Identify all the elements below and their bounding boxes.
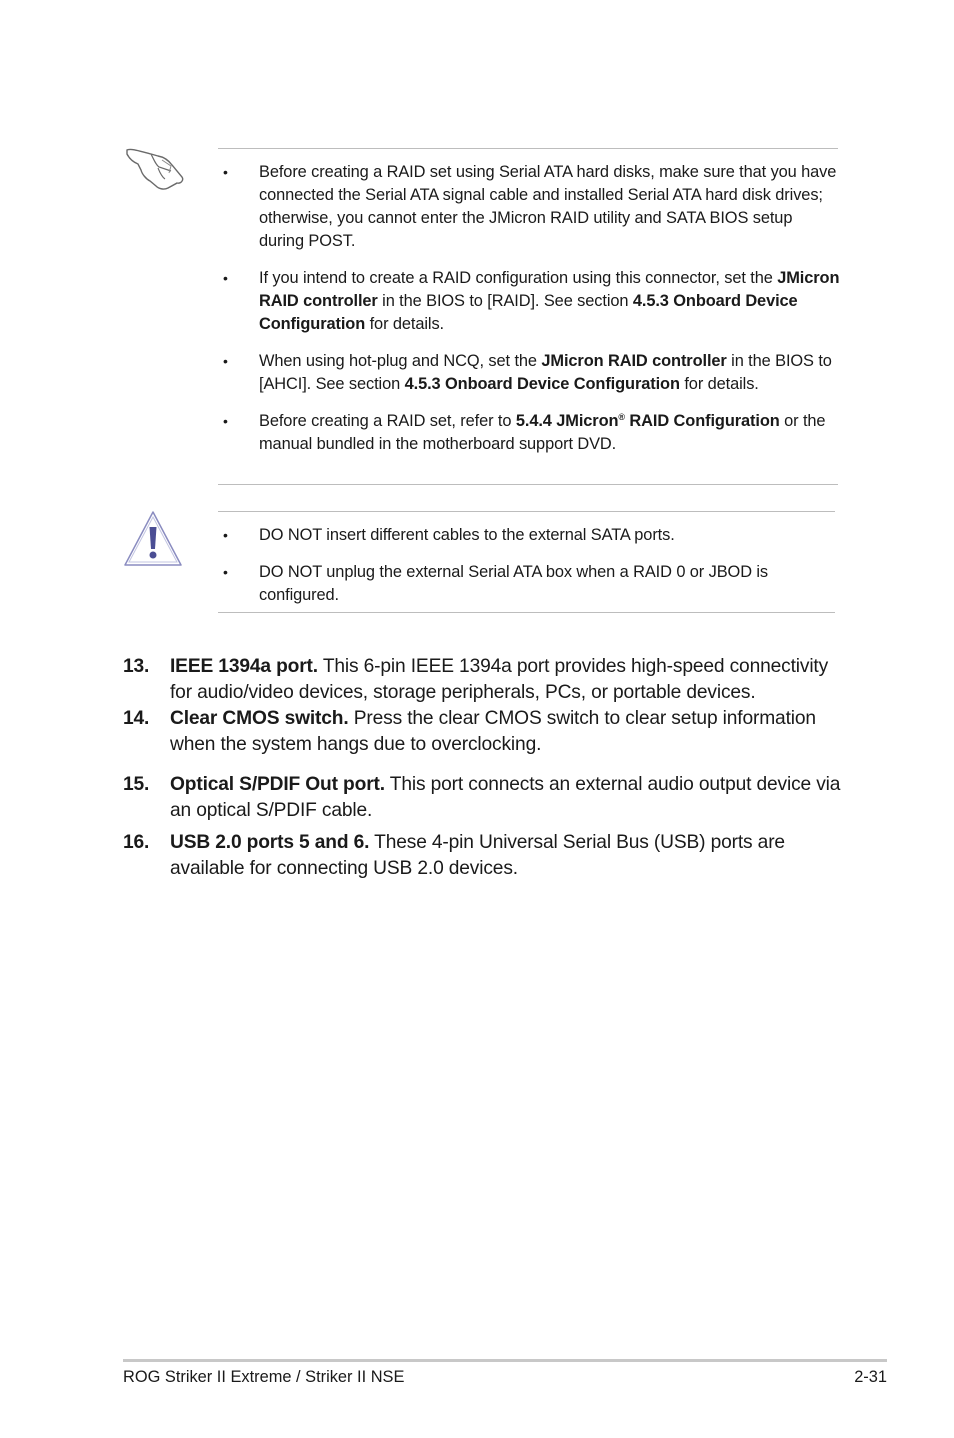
bullet-marker: • — [223, 353, 228, 369]
item-number: 14. — [123, 708, 150, 729]
footer-divider — [123, 1359, 887, 1362]
item-optical-spdif-port — [123, 772, 843, 824]
item-heading: IEEE 1394a port. — [170, 656, 318, 677]
item-text: This 6-pin IEEE 1394a port provides high-speed connectivity for audio/video devices, storage peripherals, PCs, or portable devices. — [170, 656, 829, 703]
bullet-marker: • — [223, 164, 228, 180]
bullet-marker: • — [223, 413, 228, 429]
bold-text: 4.5.3 Onboard Device Configuration — [404, 375, 680, 393]
item-clear-cmos-switch — [123, 706, 843, 758]
text-run: in the BIOS to [AHCI]. See section — [259, 352, 832, 393]
bold-text: JMicron RAID controller — [259, 269, 840, 310]
note-box-raid — [218, 148, 838, 485]
bullet-item — [218, 267, 840, 336]
bold-text: 4.5.3 Onboard Device Configuration — [259, 292, 798, 333]
item-heading: Optical S/PDIF Out port. — [170, 774, 385, 795]
item-usb-ports — [123, 830, 843, 882]
page-number: 2-31 — [854, 1368, 887, 1386]
footer-title: ROG Striker II Extreme / Striker II NSE — [123, 1368, 405, 1386]
text-run: If you intend to create a RAID configuration using this connector, set the — [259, 269, 778, 287]
bold-text: 5.4.4 JMicron — [515, 412, 619, 430]
text-run: When using hot-plug and NCQ, set the — [259, 352, 542, 370]
text-run: for details. — [365, 315, 445, 333]
text-run: Before creating a RAID set using Serial ATA hard disks, make sure that you have connected the Serial ATA signal cable and installed Serial ATA hard disk drives; otherwise, you cannot enter the JMicron RAID utility and SATA BIOS setup during POST. — [259, 163, 837, 250]
caution-list — [218, 524, 840, 621]
port-descriptions — [123, 654, 843, 882]
bullet-item — [218, 350, 840, 396]
bullet-item — [218, 161, 840, 253]
item-text: This port connects an external audio output device via an optical S/PDIF cable. — [170, 774, 841, 821]
item-heading: USB 2.0 ports 5 and 6. — [170, 832, 370, 853]
caution-box-sata — [218, 511, 835, 613]
item-number: 13. — [123, 656, 150, 677]
item-ieee-1394a-port — [123, 654, 843, 706]
text-run: or the manual bundled in the motherboard support DVD. — [259, 412, 826, 453]
bold-text: RAID Configuration — [624, 412, 780, 430]
bullet-item — [218, 561, 840, 607]
note-list — [218, 161, 840, 470]
caution-icon — [123, 509, 183, 569]
item-text: Press the clear CMOS switch to clear setup information when the system hangs due to overclocking. — [170, 708, 816, 755]
bullet-item — [218, 524, 840, 547]
bullet-marker: • — [223, 270, 228, 286]
bullet-marker: • — [223, 564, 228, 580]
item-number: 15. — [123, 774, 150, 795]
bullet-item — [218, 410, 840, 456]
text-run: DO NOT insert different cables to the external SATA ports. — [259, 526, 675, 544]
bullet-marker: • — [223, 527, 228, 543]
bold-text: JMicron RAID controller — [541, 352, 727, 370]
item-number: 16. — [123, 832, 150, 853]
text-run: DO NOT unplug the external Serial ATA box when a RAID 0 or JBOD is configured. — [259, 563, 769, 604]
pointing-hand-icon — [124, 144, 186, 192]
text-run: Before creating a RAID set, refer to — [259, 412, 516, 430]
item-text: These 4-pin Universal Serial Bus (USB) ports are available for connecting USB 2.0 devices. — [170, 832, 785, 879]
item-heading: Clear CMOS switch. — [170, 708, 349, 729]
text-run: in the BIOS to [RAID]. See section — [377, 292, 633, 310]
text-run: for details. — [679, 375, 759, 393]
bold-text: ® — [618, 412, 625, 422]
